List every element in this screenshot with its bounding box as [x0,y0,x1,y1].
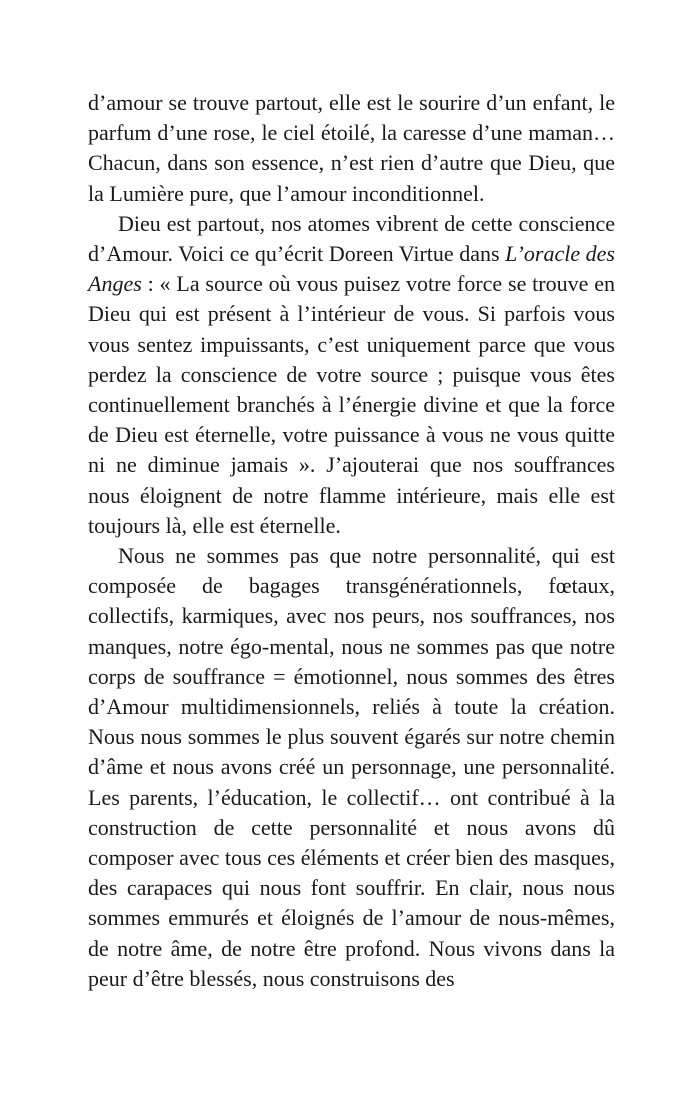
paragraph-2-text-quote: : « La source où vous puisez votre force se trouve en Dieu qui est présent à l’intérieur de vous. Si parfois vous vous sentez impuissants, c’est uniquement parce que vous perdez la conscience de votre source ; puisque vous êtes continuellement branchés à l’énergie divine et que la force de Dieu est éternelle, votre puissance à vous ne vous quitte ni ne diminue jamais ». J’ajouterai que nos souffrances nous éloignent de notre flamme intérieure, mais elle est toujours là, elle est éternelle. [88,271,615,538]
book-page-text [88,88,615,994]
book-title-italic: L’oracle des Anges [88,241,615,297]
paragraph-2-text-start: Dieu est partout, nos atomes vibrent de cette conscience d’Amour. Voici ce qu’écrit Doreen Virtue dans [88,210,615,267]
paragraph-3 [88,541,615,994]
paragraph-1-text: d’amour se trouve partout, elle est le sourire d’un enfant, le parfum d’une rose, le ciel étoilé, la caresse d’une maman… Chacun, dans son essence, n’est rien d’autre que Dieu, que la Lumière pure, que l’amour inconditionnel. [88,90,615,206]
paragraph-1 [88,88,615,209]
paragraph-3-text: Nous ne sommes pas que notre personnalité, qui est composée de bagages transgénérationnels, fœtaux, collectifs, karmiques, avec nos peurs, nos souffrances, nos manques, notre égo-mental, nous ne sommes pas que notre corps de souffrance = émotionnel, nous sommes des êtres d’Amour multidimensionnels, reliés à toute la création. Nous nous sommes le plus souvent égarés sur notre chemin d’âme et nous avons créé un personnage, une personnalité. Les parents, l’éducation, le collectif… ont contribué à la construction de cette personnalité et nous avons dû composer avec tous ces éléments et créer bien des masques, des carapaces qui nous font souffrir. En clair, nous nous sommes emmurés et éloignés de l’amour de nous-mêmes, de notre âme, de notre être profond. Nous vivons dans la peur d’être blessés, nous construisons des [88,543,615,991]
paragraph-2 [88,209,615,541]
